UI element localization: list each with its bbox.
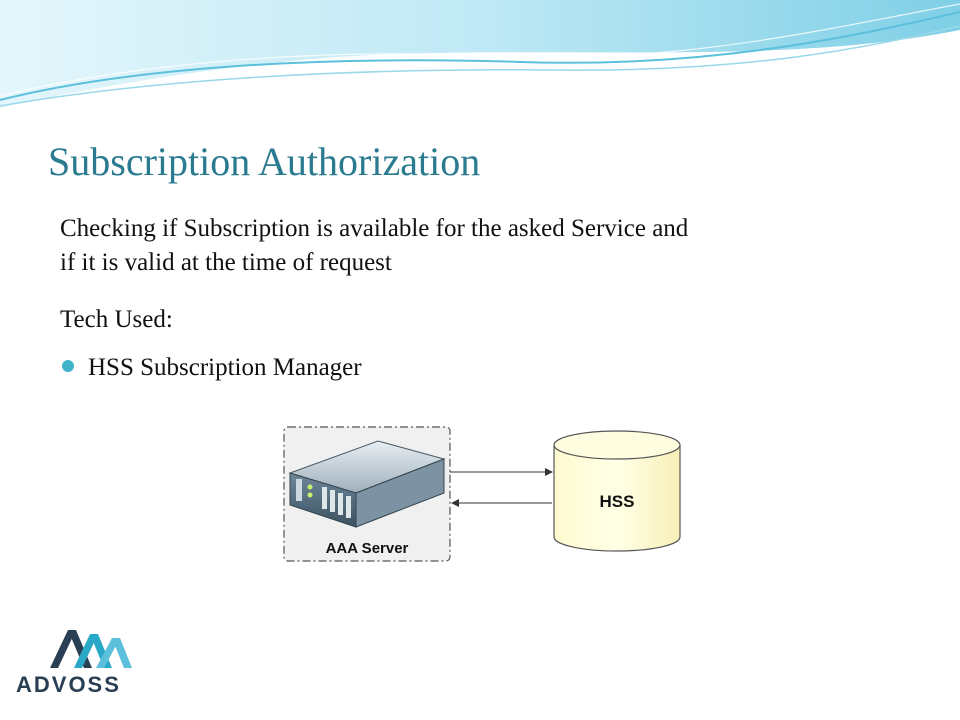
hss-label: HSS — [599, 492, 635, 511]
advoss-logo — [12, 622, 162, 702]
slide-body-text — [60, 212, 920, 280]
aaa-server-label: AAA Server — [325, 540, 409, 557]
bullet-item — [62, 354, 362, 382]
header-wave-decoration — [0, 0, 960, 120]
slide-title: Subscription Authorization — [48, 139, 481, 184]
body-line-1: Checking if Subscription is available for the asked Service and — [60, 215, 689, 242]
tech-used-label: Tech Used: — [60, 306, 173, 333]
logo-wordmark: ADVOSS — [16, 672, 121, 697]
hss-database-node — [554, 431, 680, 551]
body-line-2: if it is valid at the time of request — [60, 249, 392, 276]
logo-mark-icon — [50, 630, 132, 668]
bullet-text: HSS Subscription Manager — [88, 354, 362, 381]
aaa-server-node — [284, 427, 450, 561]
architecture-diagram — [270, 415, 700, 575]
bullet-dot-icon — [62, 360, 74, 372]
